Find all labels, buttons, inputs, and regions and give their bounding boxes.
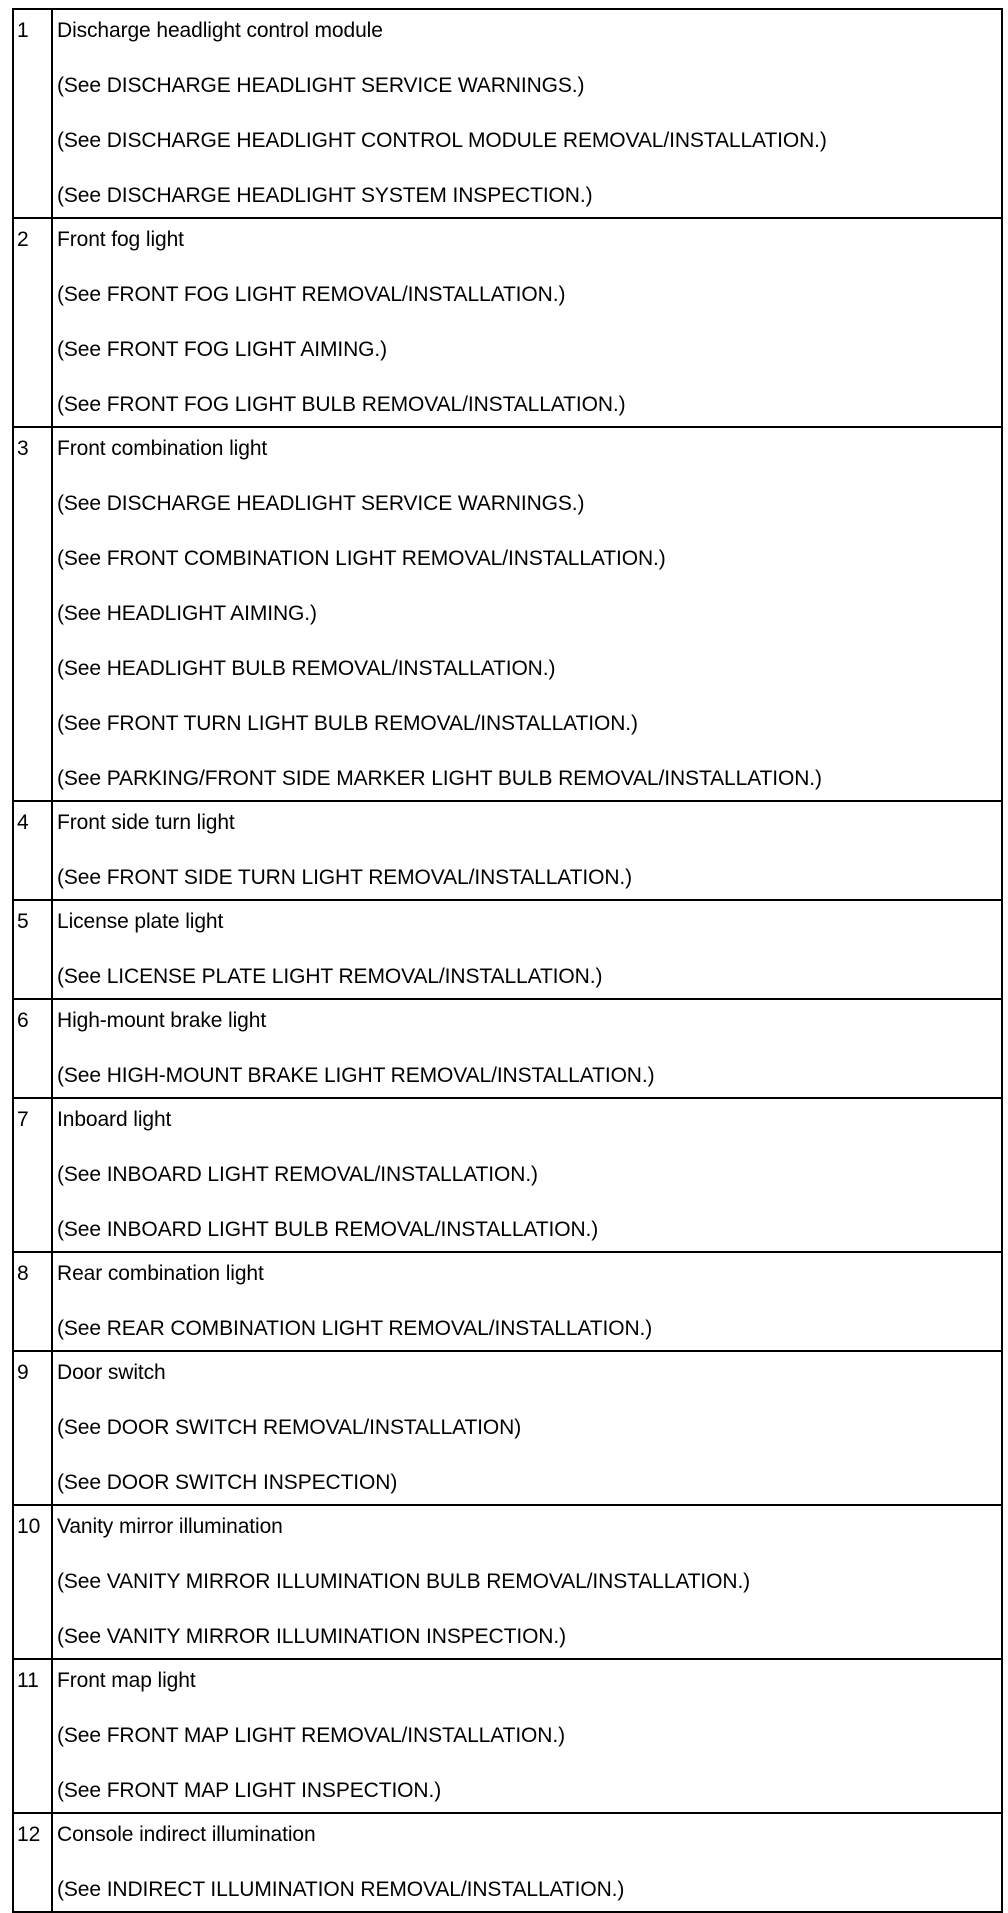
- procedure-reference: (See FRONT TURN LIGHT BULB REMOVAL/INSTALLATION.): [57, 712, 638, 735]
- row-content: [52, 1098, 1002, 1252]
- procedure-reference: (See DISCHARGE HEADLIGHT CONTROL MODULE REMOVAL/INSTALLATION.): [57, 129, 827, 152]
- row-number: 2: [13, 218, 52, 427]
- row-content: [52, 999, 1002, 1098]
- procedure-reference: (See INDIRECT ILLUMINATION REMOVAL/INSTALLATION.): [57, 1878, 625, 1901]
- procedure-reference: (See LICENSE PLATE LIGHT REMOVAL/INSTALLATION.): [57, 965, 603, 988]
- procedure-reference: (See FRONT FOG LIGHT BULB REMOVAL/INSTALLATION.): [57, 393, 626, 416]
- row-content: [52, 427, 1002, 801]
- table-row: [13, 9, 1002, 218]
- row-number: 3: [13, 427, 52, 801]
- table-row: [13, 1098, 1002, 1252]
- row-content: [52, 1351, 1002, 1505]
- component-name: Vanity mirror illumination: [57, 1515, 283, 1538]
- row-content: [52, 900, 1002, 999]
- row-number: 11: [13, 1659, 52, 1813]
- procedure-reference: (See REAR COMBINATION LIGHT REMOVAL/INSTALLATION.): [57, 1317, 653, 1340]
- procedure-reference: (See INBOARD LIGHT REMOVAL/INSTALLATION.): [57, 1163, 538, 1186]
- row-content: [52, 1659, 1002, 1813]
- procedure-reference: (See FRONT FOG LIGHT AIMING.): [57, 338, 388, 361]
- row-content: [52, 801, 1002, 900]
- procedure-reference: (See PARKING/FRONT SIDE MARKER LIGHT BULB REMOVAL/INSTALLATION.): [57, 767, 822, 790]
- row-number: 7: [13, 1098, 52, 1252]
- row-content: [52, 218, 1002, 427]
- table-row: [13, 801, 1002, 900]
- component-name: Console indirect illumination: [57, 1823, 316, 1846]
- row-number: 12: [13, 1813, 52, 1912]
- procedure-reference: (See FRONT MAP LIGHT REMOVAL/INSTALLATION.): [57, 1724, 565, 1747]
- procedure-reference: (See DISCHARGE HEADLIGHT SYSTEM INSPECTION.): [57, 184, 593, 207]
- procedure-reference: (See INBOARD LIGHT BULB REMOVAL/INSTALLATION.): [57, 1218, 599, 1241]
- procedure-reference: (See HEADLIGHT AIMING.): [57, 602, 317, 625]
- table-row: [13, 218, 1002, 427]
- component-name: Front fog light: [57, 228, 184, 251]
- component-name: Front map light: [57, 1669, 196, 1692]
- table-row: [13, 427, 1002, 801]
- procedure-reference: (See DISCHARGE HEADLIGHT SERVICE WARNINGS.): [57, 74, 585, 97]
- table-row: [13, 999, 1002, 1098]
- row-number: 10: [13, 1505, 52, 1659]
- procedure-reference: (See DOOR SWITCH INSPECTION): [57, 1471, 398, 1494]
- procedure-reference: (See HEADLIGHT BULB REMOVAL/INSTALLATION.): [57, 657, 556, 680]
- component-name: License plate light: [57, 910, 224, 933]
- table-row: [13, 900, 1002, 999]
- component-name: High-mount brake light: [57, 1009, 267, 1032]
- component-name: Inboard light: [57, 1108, 172, 1131]
- procedure-reference: (See DISCHARGE HEADLIGHT SERVICE WARNINGS.): [57, 492, 585, 515]
- row-number: 9: [13, 1351, 52, 1505]
- row-number: 6: [13, 999, 52, 1098]
- procedure-reference: (See FRONT FOG LIGHT REMOVAL/INSTALLATION.): [57, 283, 566, 306]
- procedure-reference: (See DOOR SWITCH REMOVAL/INSTALLATION): [57, 1416, 522, 1439]
- table-row: [13, 1505, 1002, 1659]
- component-name: Front combination light: [57, 437, 268, 460]
- procedure-reference: (See HIGH-MOUNT BRAKE LIGHT REMOVAL/INSTALLATION.): [57, 1064, 655, 1087]
- table-row: [13, 1351, 1002, 1505]
- row-number: 1: [13, 9, 52, 218]
- row-number: 4: [13, 801, 52, 900]
- procedure-reference: (See FRONT SIDE TURN LIGHT REMOVAL/INSTALLATION.): [57, 866, 633, 889]
- row-content: [52, 1505, 1002, 1659]
- procedure-reference: (See FRONT COMBINATION LIGHT REMOVAL/INSTALLATION.): [57, 547, 666, 570]
- procedure-reference: (See VANITY MIRROR ILLUMINATION INSPECTION.): [57, 1625, 567, 1648]
- row-content: [52, 1252, 1002, 1351]
- procedure-reference: (See FRONT MAP LIGHT INSPECTION.): [57, 1779, 442, 1802]
- component-name: Rear combination light: [57, 1262, 264, 1285]
- row-content: [52, 1813, 1002, 1912]
- table-row: [13, 1659, 1002, 1813]
- component-name: Door switch: [57, 1361, 166, 1384]
- table-row: [13, 1252, 1002, 1351]
- table-row: [13, 1813, 1002, 1912]
- row-number: 5: [13, 900, 52, 999]
- component-name: Front side turn light: [57, 811, 235, 834]
- component-name: Discharge headlight control module: [57, 19, 383, 42]
- component-reference-table: [12, 8, 1003, 1913]
- table-body: [13, 9, 1002, 1912]
- row-number: 8: [13, 1252, 52, 1351]
- procedure-reference: (See VANITY MIRROR ILLUMINATION BULB REMOVAL/INSTALLATION.): [57, 1570, 751, 1593]
- row-content: [52, 9, 1002, 218]
